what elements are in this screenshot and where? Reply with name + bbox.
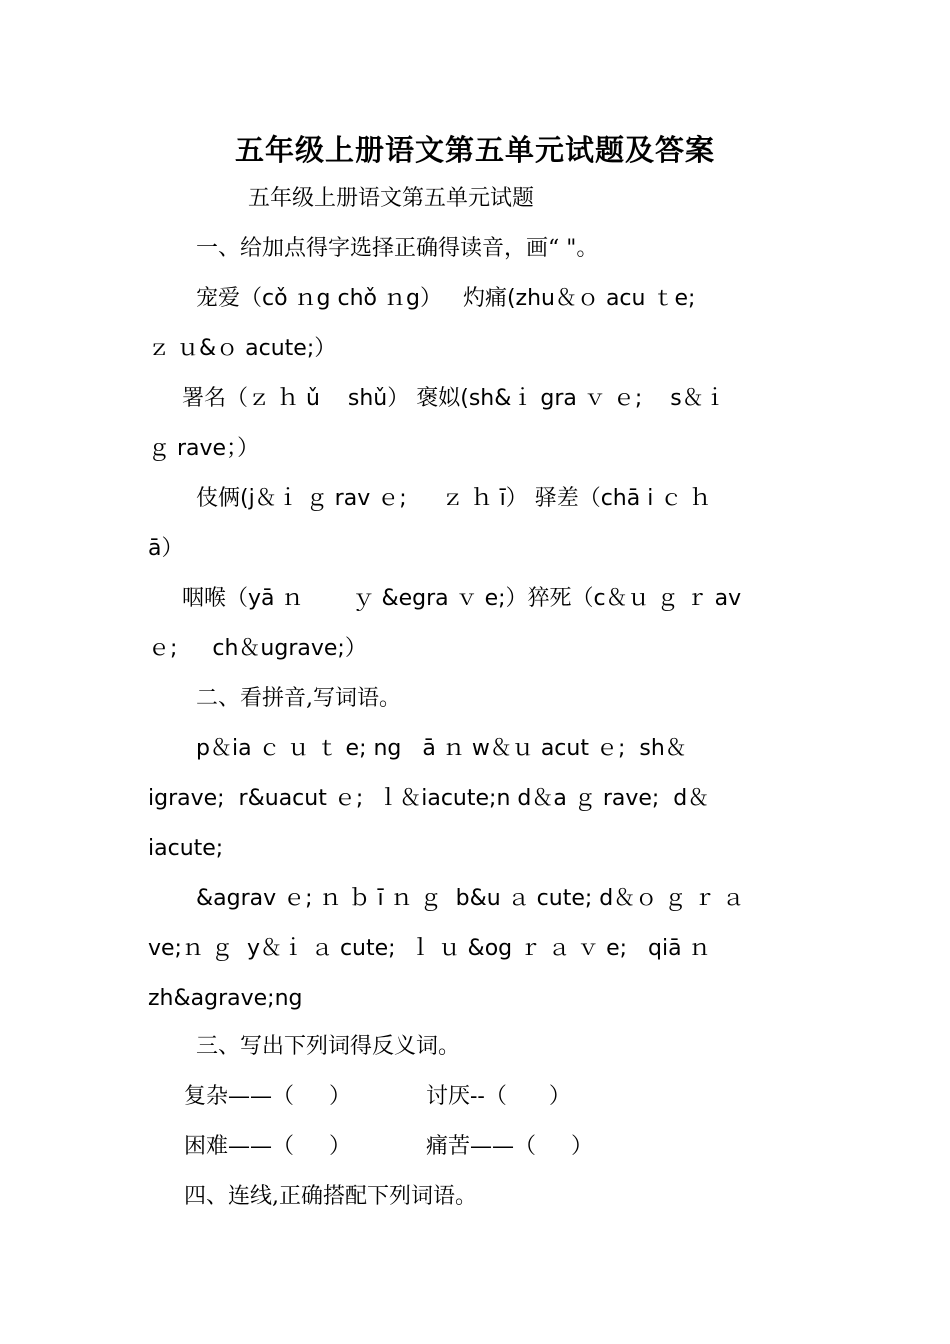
antonym-item: 复杂——（ ） — [184, 1084, 351, 1109]
q2-line: p＆ia ｃ ｕ ｔ e; ng ā ｎ w＆ｕ acut ｅ; sh＆ — [196, 736, 687, 761]
document-title: 五年级上册语文第五单元试题及答案 — [234, 133, 715, 167]
q2-line: igrave; r&uacut ｅ; ｌ＆iacute;n d＆a ｇ rave; d＆ — [148, 786, 710, 811]
q2-line: ve;ｎ ｇ y＆ｉ ａ cute; ｌ ｕ &og ｒ ａ ｖ e; qiā ｎ — [148, 936, 711, 961]
q3-heading: 三、写出下列词得反义词。 — [196, 1034, 461, 1059]
antonym-item: 困难——（ ） — [184, 1134, 351, 1159]
q2-heading: 二、看拼音,写词语。 — [196, 686, 401, 711]
antonym-item: 痛苦——（ ） — [426, 1134, 593, 1159]
subtitle: 五年级上册语文第五单元试题 — [248, 186, 535, 211]
q2-line: &agrav ｅ; ｎ ｂ ī ｎ ｇ b&u ａ cute; d＆ｏ ｇ ｒ ａ — [196, 886, 745, 911]
q1-heading: 一、给加点得字选择正确得读音，画“ "。 — [196, 236, 599, 261]
q1-line: 宠爱（cǒ ｎg chǒ ｎg） 灼痛(zhu＆ｏ acu ｔe; — [196, 286, 696, 311]
q1-line: 署名（ｚ ｈ ǔ shǔ） 褒姒(sh&ｉ gra ｖ ｅ; s＆ｉ — [182, 386, 726, 411]
antonym-item: 讨厌--（ ） — [426, 1084, 571, 1109]
q1-line: ｅ; ch＆ugrave;） — [148, 636, 367, 661]
q1-line: ｇ rave；） — [148, 436, 260, 461]
q1-line: ｚ ｕ&ｏ acute;） — [148, 336, 337, 361]
q2-line: zh&agrave;ng — [148, 986, 303, 1011]
q1-line: ā） — [148, 536, 184, 561]
q4-heading: 四、连线,正确搭配下列词语。 — [184, 1184, 477, 1209]
q1-line: 伎俩(j＆ｉ ｇ rav ｅ; ｚ ｈ ī） 驿差（chā i ｃ ｈ — [196, 486, 712, 511]
q2-line: iacute; — [148, 836, 224, 861]
q1-line: 咽喉（yā ｎ ｙ &egra ｖ e;）猝死（c＆ｕ ｇ ｒ av — [182, 586, 742, 611]
